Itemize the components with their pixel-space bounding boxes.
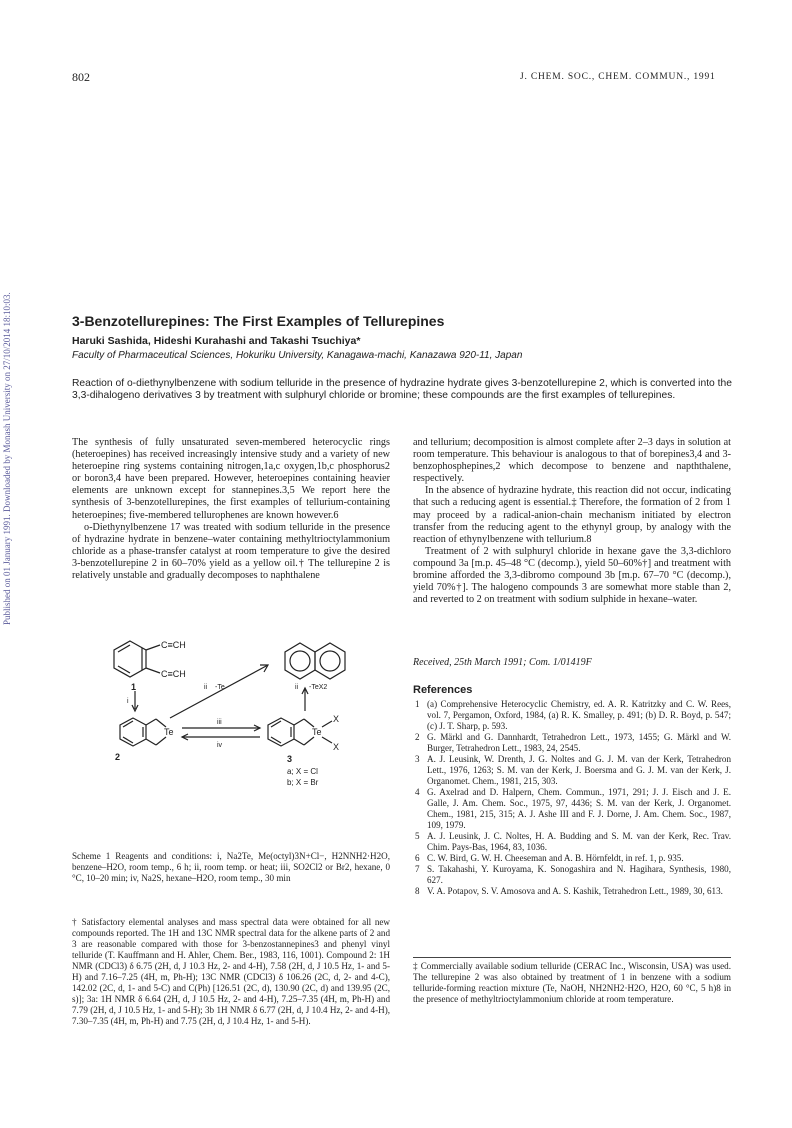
compound-label-3a: a; X = Cl (287, 767, 318, 776)
page-number: 802 (72, 70, 90, 84)
article-abstract: Reaction of o-diethynylbenzene with sodium telluride in the presence of hydrazine hydrate gives 3-benzotellurepine 2, which is converted into the 3,3-dihalogeno derivatives 3 by treatment with sulphuryl chloride or bromine; these compounds are the first examples of tellurepines. (72, 378, 732, 402)
paragraph-mechanism: In the absence of hydrazine hydrate, this reaction did not occur, indicating that such a reducing agent is essential.‡ Therefore, the formation of 2 from 1 may proceed by a radical-anion-chain mechanism initiated by electron transfer from the reducing agent to the ethynyl group, by analogy with the reaction of ethynylbenzene with tellurium.8 (413, 485, 731, 545)
reference-item: 4 G. Axelrad and D. Halpern, Chem. Commun., 1971, 291; J. J. Eisch and J. E. Galle, J. Am. Chem. Soc., 1975, 97, 4436; S. M. van der Kerk, J. Organomet. Chem., 1981, 215, 315; A. J. Ashe III and F. J. Dorne, J. Am. Chem. Soc., 1987, 109, 1979. (415, 787, 731, 830)
compound-label-2: 2 (115, 752, 121, 762)
left-column-text (72, 437, 390, 582)
arrow-label-ii-right: ii (295, 684, 299, 691)
paragraph-halogenation: Treatment of 2 with sulphuryl chloride in hexane gave the 3,3-dichloro compound 3a [m.p. 45–48 °C (decomp.), yield 50–60%†] and treatment with bromine afforded the 3,3-dibromo compound 3b [m.p. 67–70 °C (decomp.), yield 70%†]. The halogeno compounds 3 are somewhat more stable than 2, and reverted to 2 on treatment with sodium sulphide in hexane–water. (413, 545, 731, 606)
references-heading: References (413, 684, 473, 696)
reference-item: 2 G. Märkl and G. Dannhardt, Tetrahedron Lett., 1973, 1455; G. Märkl and W. Burger, Tetrahedron Lett., 1983, 24, 2545. (415, 732, 731, 753)
right-column-text (413, 437, 731, 606)
substituent-top: C≡CH (161, 640, 186, 650)
received-line: Received, 25th March 1991; Com. 1/01419F (413, 657, 592, 668)
paragraph-synthesis: o-Diethynylbenzene 17 was treated with sodium telluride in the presence of hydrazine hydrate in benzene–water containing methyltrioctylammonium chloride as a phase-transfer catalyst at room temperature to give the desired 3-benzotellurepine 2 in 60–70% yield as a yellow oil.† The tellurepine 2 is relatively unstable and gradually decomposes to naphthalene (72, 521, 390, 582)
reference-item: 7 S. Takahashi, Y. Kuroyama, K. Sonogashira and N. Hagihara, Synthesis, 1980, 627. (415, 864, 731, 885)
footnote-dagger: † Satisfactory elemental analyses and mass spectral data were obtained for all new compounds reported. The 1H and 13C NMR spectral data for the alkene parts of 2 and 3 are reasonable compared with those for 3-benzostannepines3 and phenyl vinyl telluride (T. Kauffmann and H. Ahler, Chem. Ber., 1983, 116, 1001). Compound 2: 1H NMR (CDCl3) δ 6.75 (2H, d, J 10.3 Hz, 2- and 4-H), 7.58 (2H, d, J 10.5 Hz, 1- and 5-H) and 7.16–7.25 (4H, m, Ph-H); 13C NMR (CDCl3) δ 106.26 (2C, d, 2- and 4-C), 142.02 (2C, d, 1- and 5-C) and C(Ph) [126.51 (2C, d), 130.90 (2C, d) and 139.95 (2C, s)]; 3a: 1H NMR δ 6.64 (2H, d, J 10.5 Hz, 2- and 4-H), 7.25–7.35 (4H, m, Ph-H) and 7.79 (2H, d, J 10.5 Hz, 1- and 5-H); 3b 1H NMR δ 6.77 (2H, d, J 10.4 Hz, 2- and 4-H), 7.30–7.35 (4H, m, Ph-H) and 7.75 (2H, d, J 10.4 Hz, 1- and 5-H). (72, 917, 390, 1026)
te-atom-3: Te (312, 727, 322, 737)
arrow-label-i: i (127, 698, 129, 705)
benzene-ring-1 (114, 641, 146, 677)
x-atom-top: X (333, 714, 340, 724)
compound-label-3: 3 (287, 754, 293, 764)
reference-item: 3 A. J. Leusink, W. Drenth, J. G. Noltes and G. J. M. van der Kerk, Tetrahedron Lett., 1976, 1263; S. M. van der Kerk, J. Boersma and G. J. M. van der Kerk, J. Organomet. Chem., 1981, 215, 303. (415, 754, 731, 786)
arrow-label-iii: iii (217, 719, 222, 726)
benzene-ring-2 (120, 718, 146, 746)
arrow-label-te-loss: -Te (215, 684, 225, 691)
paragraph-intro: The synthesis of fully unsaturated seven-membered heterocyclic rings (heteroepines) has received increasingly intensive study and a variety of new heteroepine ring systems containing nitrogen,1a,c oxygen,1b,c phosphorus2 or boron3,4 have been prepared. However, heteroepines containing heavier elements are unknown except for stannepines.3,5 We report here the synthesis of 3-benzotellurepines, the first examples of tellurium-containing heteroepines; five-membered tellurophenes are known however.6 (72, 437, 390, 521)
scheme-1-graphic (100, 625, 390, 790)
reference-item: 5 A. J. Leusink, J. C. Noltes, H. A. Budding and S. M. van der Kerk, Rec. Trav. Chim. Pays-Bas, 1964, 83, 1036. (415, 831, 731, 852)
article-authors: Haruki Sashida, Hideshi Kurahashi and Takashi Tsuchiya* (72, 335, 361, 347)
reference-item: 6 C. W. Bird, G. W. H. Cheeseman and A. B. Hörnfeldt, in ref. 1, p. 935. (415, 853, 684, 863)
arrow-label-ii: ii (204, 684, 208, 691)
compound-label-1: 1 (131, 682, 137, 692)
reference-item: 8 V. A. Potapov, S. V. Amosova and A. S. Kashik, Tetrahedron Lett., 1989, 30, 613. (415, 886, 723, 896)
compound-label-3b: b; X = Br (287, 778, 319, 787)
paragraph-decomposition: and tellurium; decomposition is almost complete after 2–3 days in solution at room temperature. This behaviour is analogous to that of borepines3,4 and 3-benzophosphepines,2 which decompose to benzene and napththalene, respectively. (413, 437, 731, 485)
arrow-label-tex2-loss: -TeX2 (309, 684, 328, 691)
download-stamp: Published on 01 January 1991. Downloaded by Monash University on 27/10/2014 18:10:03. (2, 292, 12, 625)
reference-list (413, 699, 731, 897)
footnote-ddagger: ‡ Commercially available sodium telluride (CERAC Inc., Wisconsin, USA) was used. The tellurepine 2 was also obtained by treatment of 1 in benzene with a sodium telluride-forming reaction mixture (Te, NaOH, NH2NH2·H2O, H2O, 60 °C, 5 h)8 in the presence of methyltrioctylammonium chloride at room temperature. (413, 961, 731, 1004)
substituent-bottom: C≡CH (161, 669, 186, 679)
arrow-label-iv: iv (217, 742, 223, 749)
benzene-ring-3 (268, 718, 294, 746)
article-title: 3-Benzotellurepines: The First Examples of Tellurepines (72, 313, 445, 329)
te-atom-2: Te (164, 727, 174, 737)
journal-header: J. CHEM. SOC., CHEM. COMMUN., 1991 (520, 72, 716, 82)
scheme-caption: Scheme 1 Reagents and conditions: i, Na2Te, Me(octyl)3N+Cl−, H2NNH2·H2O, benzene–H2O, room temp., 6 h; ii, room temp. or heat; iii, SO2Cl2 or Br2, hexane, 0 °C, 10–20 min; iv, Na2S, hexane–H2O, room temp., 30 min (72, 851, 390, 883)
article-affiliation: Faculty of Pharmaceutical Sciences, Hokuriku University, Kanagawa-machi, Kanazawa 920-11, Japan (72, 350, 523, 361)
footnote-divider (413, 957, 731, 958)
reference-item: 1 (a) Comprehensive Heterocyclic Chemistry, ed. A. R. Katritzky and C. W. Rees, vol. 7, Pergamon, Oxford, 1984, (a) R. K. Smalley, p. 491; (b) D. R. Boyd, p. 547; (c) J. T. Sharp, p. 593. (415, 699, 731, 731)
x-atom-bottom: X (333, 742, 340, 752)
